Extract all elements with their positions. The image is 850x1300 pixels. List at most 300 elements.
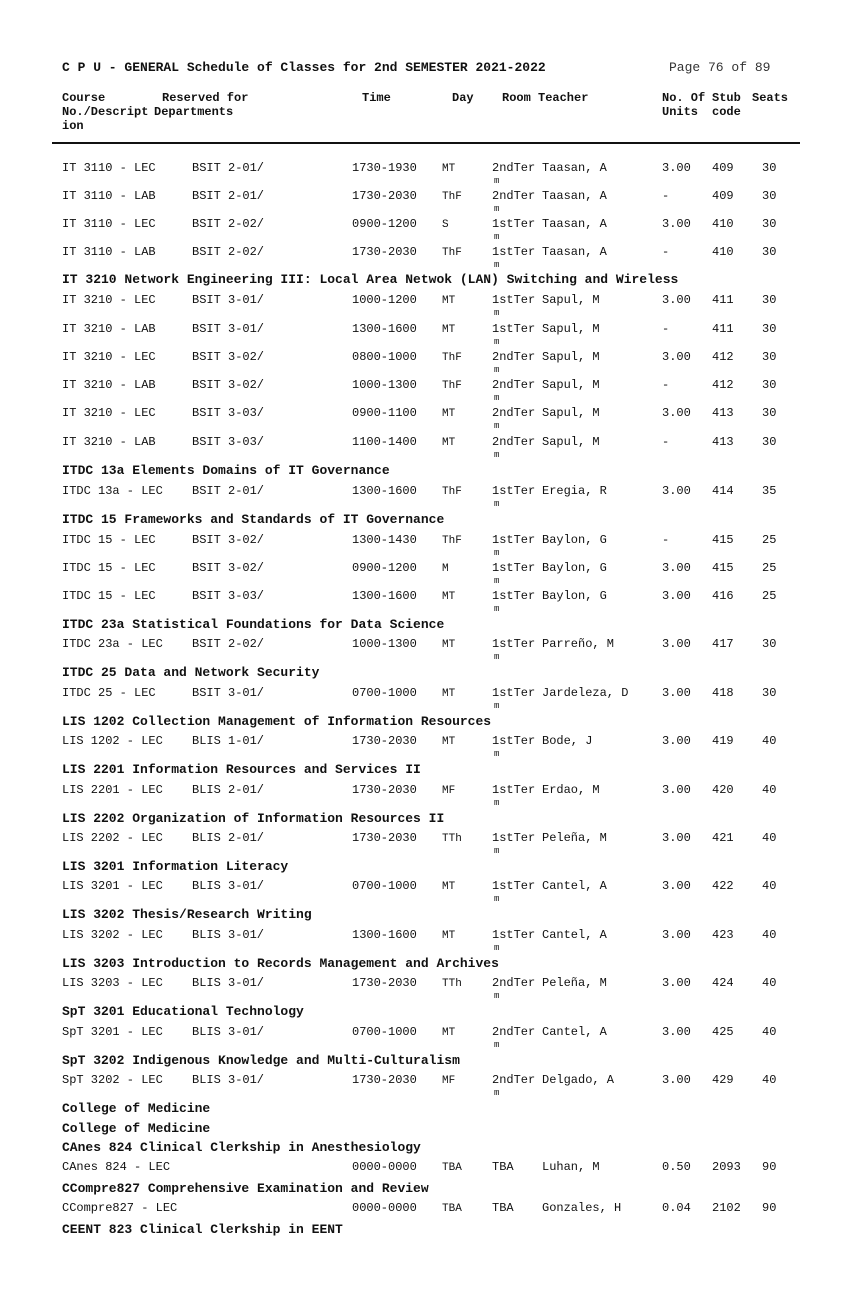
class-time: 0700-1000 bbox=[352, 1025, 417, 1039]
room-suffix: m bbox=[494, 894, 500, 904]
schedule-row bbox=[0, 1073, 850, 1101]
schedule-row bbox=[0, 831, 850, 859]
class-day: TBA bbox=[442, 1162, 462, 1174]
class-day: TBA bbox=[442, 1203, 462, 1215]
header-reserved-line: Departments bbox=[154, 105, 234, 119]
header-units-line: Units bbox=[662, 105, 699, 119]
course-code: ITDC 15 - LEC bbox=[62, 533, 156, 547]
stub-code: 419 bbox=[712, 734, 734, 748]
room-suffix: m bbox=[494, 749, 500, 759]
teacher: Sapul, M bbox=[542, 293, 600, 307]
course-code: ITDC 13a - LEC bbox=[62, 484, 163, 498]
class-day: MT bbox=[442, 437, 456, 449]
seats: 40 bbox=[762, 976, 777, 990]
course-code: IT 3210 - LAB bbox=[62, 435, 156, 449]
stub-code: 422 bbox=[712, 879, 734, 893]
reserved-for: BSIT 2-02/ bbox=[192, 217, 265, 231]
room: 1stTer bbox=[492, 293, 536, 307]
stub-code: 2093 bbox=[712, 1160, 741, 1174]
room: 2ndTer bbox=[492, 378, 536, 392]
seats: 40 bbox=[762, 734, 777, 748]
teacher: Baylon, G bbox=[542, 589, 607, 603]
course-section-title: College of Medicine bbox=[62, 1121, 211, 1136]
class-time: 1730-2030 bbox=[352, 734, 417, 748]
header-course-line: No./Descript bbox=[62, 105, 149, 119]
room-suffix: m bbox=[494, 499, 500, 509]
room: TBA bbox=[492, 1201, 514, 1215]
seats: 40 bbox=[762, 783, 777, 797]
class-day: TTh bbox=[442, 978, 462, 990]
schedule-row bbox=[0, 533, 850, 561]
room-suffix: m bbox=[494, 604, 500, 614]
course-code: CCompre827 - LEC bbox=[62, 1201, 178, 1215]
room-suffix: m bbox=[494, 421, 500, 431]
units: 3.00 bbox=[662, 589, 691, 603]
class-day: MT bbox=[442, 688, 456, 700]
seats: 30 bbox=[762, 189, 777, 203]
teacher: Bode, J bbox=[542, 734, 593, 748]
course-code: LIS 2202 - LEC bbox=[62, 831, 163, 845]
room: 2ndTer bbox=[492, 406, 536, 420]
header-stub-line: code bbox=[712, 105, 741, 119]
course-code: CAnes 824 - LEC bbox=[62, 1160, 171, 1174]
class-time: 1730-1930 bbox=[352, 161, 417, 175]
units: 3.00 bbox=[662, 350, 691, 364]
class-day: MT bbox=[442, 736, 456, 748]
course-section-title: ITDC 23a Statistical Foundations for Data Science bbox=[62, 617, 445, 632]
reserved-for: BLIS 3-01/ bbox=[192, 879, 265, 893]
seats: 30 bbox=[762, 637, 777, 651]
teacher: Luhan, M bbox=[542, 1160, 600, 1174]
header-course-line: Course bbox=[62, 91, 106, 105]
units: 3.00 bbox=[662, 406, 691, 420]
seats: 25 bbox=[762, 589, 777, 603]
teacher: Taasan, A bbox=[542, 189, 607, 203]
units: 3.00 bbox=[662, 561, 691, 575]
room: 2ndTer bbox=[492, 1073, 536, 1087]
schedule-row bbox=[0, 350, 850, 378]
class-time: 0700-1000 bbox=[352, 879, 417, 893]
class-time: 1300-1600 bbox=[352, 484, 417, 498]
units: 3.00 bbox=[662, 637, 691, 651]
class-day: S bbox=[442, 219, 449, 231]
class-day: M bbox=[442, 563, 449, 575]
reserved-for: BSIT 3-01/ bbox=[192, 686, 265, 700]
stub-code: 409 bbox=[712, 161, 734, 175]
room: 1stTer bbox=[492, 322, 536, 336]
seats: 40 bbox=[762, 928, 777, 942]
teacher: Delgado, A bbox=[542, 1073, 615, 1087]
class-time: 1100-1400 bbox=[352, 435, 417, 449]
reserved-for: BSIT 3-03/ bbox=[192, 435, 265, 449]
stub-code: 418 bbox=[712, 686, 734, 700]
stub-code: 412 bbox=[712, 350, 734, 364]
teacher: Taasan, A bbox=[542, 217, 607, 231]
room: 2ndTer bbox=[492, 189, 536, 203]
teacher: Sapul, M bbox=[542, 406, 600, 420]
course-code: IT 3110 - LAB bbox=[62, 189, 156, 203]
room-suffix: m bbox=[494, 450, 500, 460]
units: 3.00 bbox=[662, 783, 691, 797]
course-section-title: CEENT 823 Clinical Clerkship in EENT bbox=[62, 1222, 343, 1237]
stub-code: 416 bbox=[712, 589, 734, 603]
schedule-row bbox=[0, 976, 850, 1004]
room-suffix: m bbox=[494, 337, 500, 347]
class-time: 0900-1200 bbox=[352, 217, 417, 231]
course-code: ITDC 15 - LEC bbox=[62, 561, 156, 575]
reserved-for: BLIS 3-01/ bbox=[192, 976, 265, 990]
stub-code: 410 bbox=[712, 245, 734, 259]
room-suffix: m bbox=[494, 1040, 500, 1050]
class-day: TTh bbox=[442, 833, 462, 845]
class-day: MT bbox=[442, 295, 456, 307]
course-section-title: LIS 1202 Collection Management of Information Resources bbox=[62, 714, 492, 729]
room: 1stTer bbox=[492, 533, 536, 547]
class-day: MF bbox=[442, 785, 456, 797]
course-section-title: SpT 3201 Educational Technology bbox=[62, 1004, 304, 1019]
units: 0.50 bbox=[662, 1160, 691, 1174]
header-day: Day bbox=[452, 91, 474, 105]
stub-code: 409 bbox=[712, 189, 734, 203]
units: - bbox=[662, 245, 670, 259]
room-suffix: m bbox=[494, 846, 500, 856]
seats: 30 bbox=[762, 293, 777, 307]
teacher: Taasan, A bbox=[542, 161, 607, 175]
units: - bbox=[662, 378, 670, 392]
room: 1stTer bbox=[492, 783, 536, 797]
room: 1stTer bbox=[492, 561, 536, 575]
stub-code: 425 bbox=[712, 1025, 734, 1039]
schedule-row bbox=[0, 783, 850, 811]
teacher: Cantel, A bbox=[542, 928, 607, 942]
teacher: Sapul, M bbox=[542, 322, 600, 336]
class-day: MT bbox=[442, 930, 456, 942]
class-time: 1300-1600 bbox=[352, 322, 417, 336]
seats: 30 bbox=[762, 406, 777, 420]
course-code: LIS 2201 - LEC bbox=[62, 783, 163, 797]
stub-code: 413 bbox=[712, 406, 734, 420]
reserved-for: BSIT 3-02/ bbox=[192, 350, 265, 364]
class-day: MT bbox=[442, 324, 456, 336]
header-seats: Seats bbox=[752, 91, 789, 105]
schedule-row bbox=[0, 686, 850, 714]
course-section-title: LIS 3201 Information Literacy bbox=[62, 859, 289, 874]
course-section-title: LIS 2201 Information Resources and Services II bbox=[62, 762, 421, 777]
header-course-line: ion bbox=[62, 119, 84, 133]
class-time: 1300-1430 bbox=[352, 533, 417, 547]
class-time: 1300-1600 bbox=[352, 928, 417, 942]
units: 3.00 bbox=[662, 686, 691, 700]
class-time: 1000-1300 bbox=[352, 378, 417, 392]
course-section-title: ITDC 13a Elements Domains of IT Governance bbox=[62, 463, 390, 478]
teacher: Baylon, G bbox=[542, 533, 607, 547]
stub-code: 415 bbox=[712, 561, 734, 575]
course-section-title: LIS 3203 Introduction to Records Management and Archives bbox=[62, 956, 499, 971]
teacher: Parreño, M bbox=[542, 637, 615, 651]
schedule-row bbox=[0, 406, 850, 434]
teacher: Peleña, M bbox=[542, 976, 607, 990]
room-suffix: m bbox=[494, 393, 500, 403]
class-time: 0000-0000 bbox=[352, 1201, 417, 1215]
course-code: LIS 3201 - LEC bbox=[62, 879, 163, 893]
units: 0.04 bbox=[662, 1201, 691, 1215]
units: - bbox=[662, 533, 670, 547]
room: 2ndTer bbox=[492, 1025, 536, 1039]
schedule-row bbox=[0, 484, 850, 512]
seats: 30 bbox=[762, 686, 777, 700]
room-suffix: m bbox=[494, 204, 500, 214]
teacher: Sapul, M bbox=[542, 435, 600, 449]
room: 2ndTer bbox=[492, 161, 536, 175]
seats: 30 bbox=[762, 245, 777, 259]
reserved-for: BSIT 3-01/ bbox=[192, 322, 265, 336]
room-suffix: m bbox=[494, 798, 500, 808]
room-suffix: m bbox=[494, 652, 500, 662]
seats: 40 bbox=[762, 1025, 777, 1039]
units: 3.00 bbox=[662, 161, 691, 175]
seats: 30 bbox=[762, 378, 777, 392]
units: 3.00 bbox=[662, 217, 691, 231]
schedule-row bbox=[0, 637, 850, 665]
schedule-row bbox=[0, 589, 850, 617]
course-code: ITDC 15 - LEC bbox=[62, 589, 156, 603]
room-suffix: m bbox=[494, 308, 500, 318]
course-code: IT 3110 - LAB bbox=[62, 245, 156, 259]
course-code: IT 3210 - LAB bbox=[62, 322, 156, 336]
page-number: Page 76 of 89 bbox=[669, 60, 771, 75]
units: 3.00 bbox=[662, 879, 691, 893]
reserved-for: BLIS 2-01/ bbox=[192, 783, 265, 797]
reserved-for: BLIS 3-01/ bbox=[192, 928, 265, 942]
reserved-for: BSIT 2-01/ bbox=[192, 189, 265, 203]
stub-code: 421 bbox=[712, 831, 734, 845]
room-suffix: m bbox=[494, 991, 500, 1001]
room: 1stTer bbox=[492, 484, 536, 498]
header-units-line: No. Of bbox=[662, 91, 706, 105]
class-day: ThF bbox=[442, 247, 462, 259]
course-section-title: SpT 3202 Indigenous Knowledge and Multi-Culturalism bbox=[62, 1053, 460, 1068]
schedule-row bbox=[0, 245, 850, 273]
teacher: Eregia, R bbox=[542, 484, 607, 498]
seats: 35 bbox=[762, 484, 777, 498]
schedule-row bbox=[0, 378, 850, 406]
header-reserved-line: Reserved for bbox=[162, 91, 249, 105]
room-suffix: m bbox=[494, 232, 500, 242]
course-section-title: IT 3210 Network Engineering III: Local Area Netwok (LAN) Switching and Wireless bbox=[62, 272, 679, 287]
room: 2ndTer bbox=[492, 435, 536, 449]
teacher: Erdao, M bbox=[542, 783, 600, 797]
room: TBA bbox=[492, 1160, 514, 1174]
room-suffix: m bbox=[494, 260, 500, 270]
teacher: Sapul, M bbox=[542, 350, 600, 364]
reserved-for: BSIT 3-03/ bbox=[192, 406, 265, 420]
class-time: 1000-1200 bbox=[352, 293, 417, 307]
page-title: C P U - GENERAL Schedule of Classes for 2nd SEMESTER 2021-2022 bbox=[62, 60, 546, 75]
room-suffix: m bbox=[494, 576, 500, 586]
seats: 30 bbox=[762, 350, 777, 364]
units: 3.00 bbox=[662, 734, 691, 748]
class-day: ThF bbox=[442, 380, 462, 392]
course-section-title: CAnes 824 Clinical Clerkship in Anesthesiology bbox=[62, 1140, 421, 1155]
stub-code: 413 bbox=[712, 435, 734, 449]
room: 2ndTer bbox=[492, 976, 536, 990]
seats: 90 bbox=[762, 1160, 777, 1174]
reserved-for: BSIT 2-02/ bbox=[192, 637, 265, 651]
class-time: 0800-1000 bbox=[352, 350, 417, 364]
reserved-for: BLIS 3-01/ bbox=[192, 1025, 265, 1039]
schedule-row bbox=[0, 161, 850, 189]
schedule-row bbox=[0, 217, 850, 245]
units: - bbox=[662, 435, 670, 449]
schedule-row bbox=[0, 322, 850, 350]
class-time: 0900-1100 bbox=[352, 406, 417, 420]
room: 1stTer bbox=[492, 637, 536, 651]
class-day: MT bbox=[442, 881, 456, 893]
seats: 30 bbox=[762, 322, 777, 336]
units: - bbox=[662, 189, 670, 203]
stub-code: 412 bbox=[712, 378, 734, 392]
teacher: Jardeleza, D bbox=[542, 686, 629, 700]
reserved-for: BSIT 2-01/ bbox=[192, 484, 265, 498]
class-time: 1730-2030 bbox=[352, 831, 417, 845]
class-day: MT bbox=[442, 1027, 456, 1039]
teacher: Cantel, A bbox=[542, 879, 607, 893]
seats: 40 bbox=[762, 1073, 777, 1087]
room: 2ndTer bbox=[492, 350, 536, 364]
stub-code: 410 bbox=[712, 217, 734, 231]
class-time: 1300-1600 bbox=[352, 589, 417, 603]
reserved-for: BSIT 3-02/ bbox=[192, 561, 265, 575]
seats: 40 bbox=[762, 831, 777, 845]
room: 1stTer bbox=[492, 879, 536, 893]
class-time: 1000-1300 bbox=[352, 637, 417, 651]
room: 1stTer bbox=[492, 589, 536, 603]
header-stub-line: Stub bbox=[712, 91, 741, 105]
stub-code: 424 bbox=[712, 976, 734, 990]
schedule-row bbox=[0, 189, 850, 217]
seats: 90 bbox=[762, 1201, 777, 1215]
units: 3.00 bbox=[662, 293, 691, 307]
units: - bbox=[662, 322, 670, 336]
course-code: IT 3210 - LEC bbox=[62, 350, 156, 364]
course-section-title: College of Medicine bbox=[62, 1101, 211, 1116]
reserved-for: BSIT 3-02/ bbox=[192, 533, 265, 547]
class-time: 1730-2030 bbox=[352, 245, 417, 259]
room: 1stTer bbox=[492, 686, 536, 700]
seats: 25 bbox=[762, 533, 777, 547]
course-section-title: ITDC 15 Frameworks and Standards of IT Governance bbox=[62, 512, 445, 527]
course-section-title: CCompre827 Comprehensive Examination and Review bbox=[62, 1181, 429, 1196]
reserved-for: BSIT 3-02/ bbox=[192, 378, 265, 392]
seats: 30 bbox=[762, 161, 777, 175]
room: 1stTer bbox=[492, 217, 536, 231]
units: 3.00 bbox=[662, 976, 691, 990]
room-suffix: m bbox=[494, 1088, 500, 1098]
class-day: ThF bbox=[442, 352, 462, 364]
room-suffix: m bbox=[494, 701, 500, 711]
seats: 30 bbox=[762, 435, 777, 449]
schedule-row bbox=[0, 435, 850, 463]
class-time: 1730-2030 bbox=[352, 783, 417, 797]
class-time: 0700-1000 bbox=[352, 686, 417, 700]
stub-code: 414 bbox=[712, 484, 734, 498]
course-section-title: LIS 2202 Organization of Information Resources II bbox=[62, 811, 445, 826]
teacher: Cantel, A bbox=[542, 1025, 607, 1039]
reserved-for: BSIT 3-01/ bbox=[192, 293, 265, 307]
room-suffix: m bbox=[494, 943, 500, 953]
class-day: MT bbox=[442, 591, 456, 603]
stub-code: 415 bbox=[712, 533, 734, 547]
class-day: MT bbox=[442, 639, 456, 651]
teacher: Gonzales, H bbox=[542, 1201, 622, 1215]
stub-code: 423 bbox=[712, 928, 734, 942]
seats: 30 bbox=[762, 217, 777, 231]
teacher: Peleña, M bbox=[542, 831, 607, 845]
class-time: 0000-0000 bbox=[352, 1160, 417, 1174]
units: 3.00 bbox=[662, 1073, 691, 1087]
room: 1stTer bbox=[492, 734, 536, 748]
reserved-for: BLIS 3-01/ bbox=[192, 1073, 265, 1087]
units: 3.00 bbox=[662, 928, 691, 942]
room: 1stTer bbox=[492, 245, 536, 259]
units: 3.00 bbox=[662, 831, 691, 845]
course-code: LIS 1202 - LEC bbox=[62, 734, 163, 748]
units: 3.00 bbox=[662, 484, 691, 498]
class-time: 1730-2030 bbox=[352, 189, 417, 203]
teacher: Baylon, G bbox=[542, 561, 607, 575]
class-day: MF bbox=[442, 1075, 456, 1087]
course-code: IT 3210 - LAB bbox=[62, 378, 156, 392]
room-suffix: m bbox=[494, 176, 500, 186]
course-code: IT 3210 - LEC bbox=[62, 406, 156, 420]
course-section-title: LIS 3202 Thesis/Research Writing bbox=[62, 907, 312, 922]
class-time: 1730-2030 bbox=[352, 976, 417, 990]
header-room-teacher: Room Teacher bbox=[502, 91, 589, 105]
class-day: MT bbox=[442, 408, 456, 420]
header-time: Time bbox=[362, 91, 391, 105]
teacher: Taasan, A bbox=[542, 245, 607, 259]
course-code: IT 3110 - LEC bbox=[62, 217, 156, 231]
schedule-row bbox=[0, 561, 850, 589]
room-suffix: m bbox=[494, 365, 500, 375]
course-code: ITDC 25 - LEC bbox=[62, 686, 156, 700]
seats: 40 bbox=[762, 879, 777, 893]
room-suffix: m bbox=[494, 548, 500, 558]
schedule-row bbox=[0, 928, 850, 956]
units: 3.00 bbox=[662, 1025, 691, 1039]
teacher: Sapul, M bbox=[542, 378, 600, 392]
course-code: IT 3210 - LEC bbox=[62, 293, 156, 307]
reserved-for: BSIT 3-03/ bbox=[192, 589, 265, 603]
reserved-for: BSIT 2-01/ bbox=[192, 161, 265, 175]
course-code: LIS 3203 - LEC bbox=[62, 976, 163, 990]
course-code: SpT 3201 - LEC bbox=[62, 1025, 163, 1039]
reserved-for: BSIT 2-02/ bbox=[192, 245, 265, 259]
course-code: ITDC 23a - LEC bbox=[62, 637, 163, 651]
course-code: SpT 3202 - LEC bbox=[62, 1073, 163, 1087]
class-time: 0900-1200 bbox=[352, 561, 417, 575]
room: 1stTer bbox=[492, 831, 536, 845]
seats: 25 bbox=[762, 561, 777, 575]
stub-code: 2102 bbox=[712, 1201, 741, 1215]
class-day: ThF bbox=[442, 535, 462, 547]
class-day: ThF bbox=[442, 191, 462, 203]
class-day: ThF bbox=[442, 486, 462, 498]
reserved-for: BLIS 2-01/ bbox=[192, 831, 265, 845]
schedule-row bbox=[0, 879, 850, 907]
reserved-for: BLIS 1-01/ bbox=[192, 734, 265, 748]
schedule-row bbox=[0, 293, 850, 321]
